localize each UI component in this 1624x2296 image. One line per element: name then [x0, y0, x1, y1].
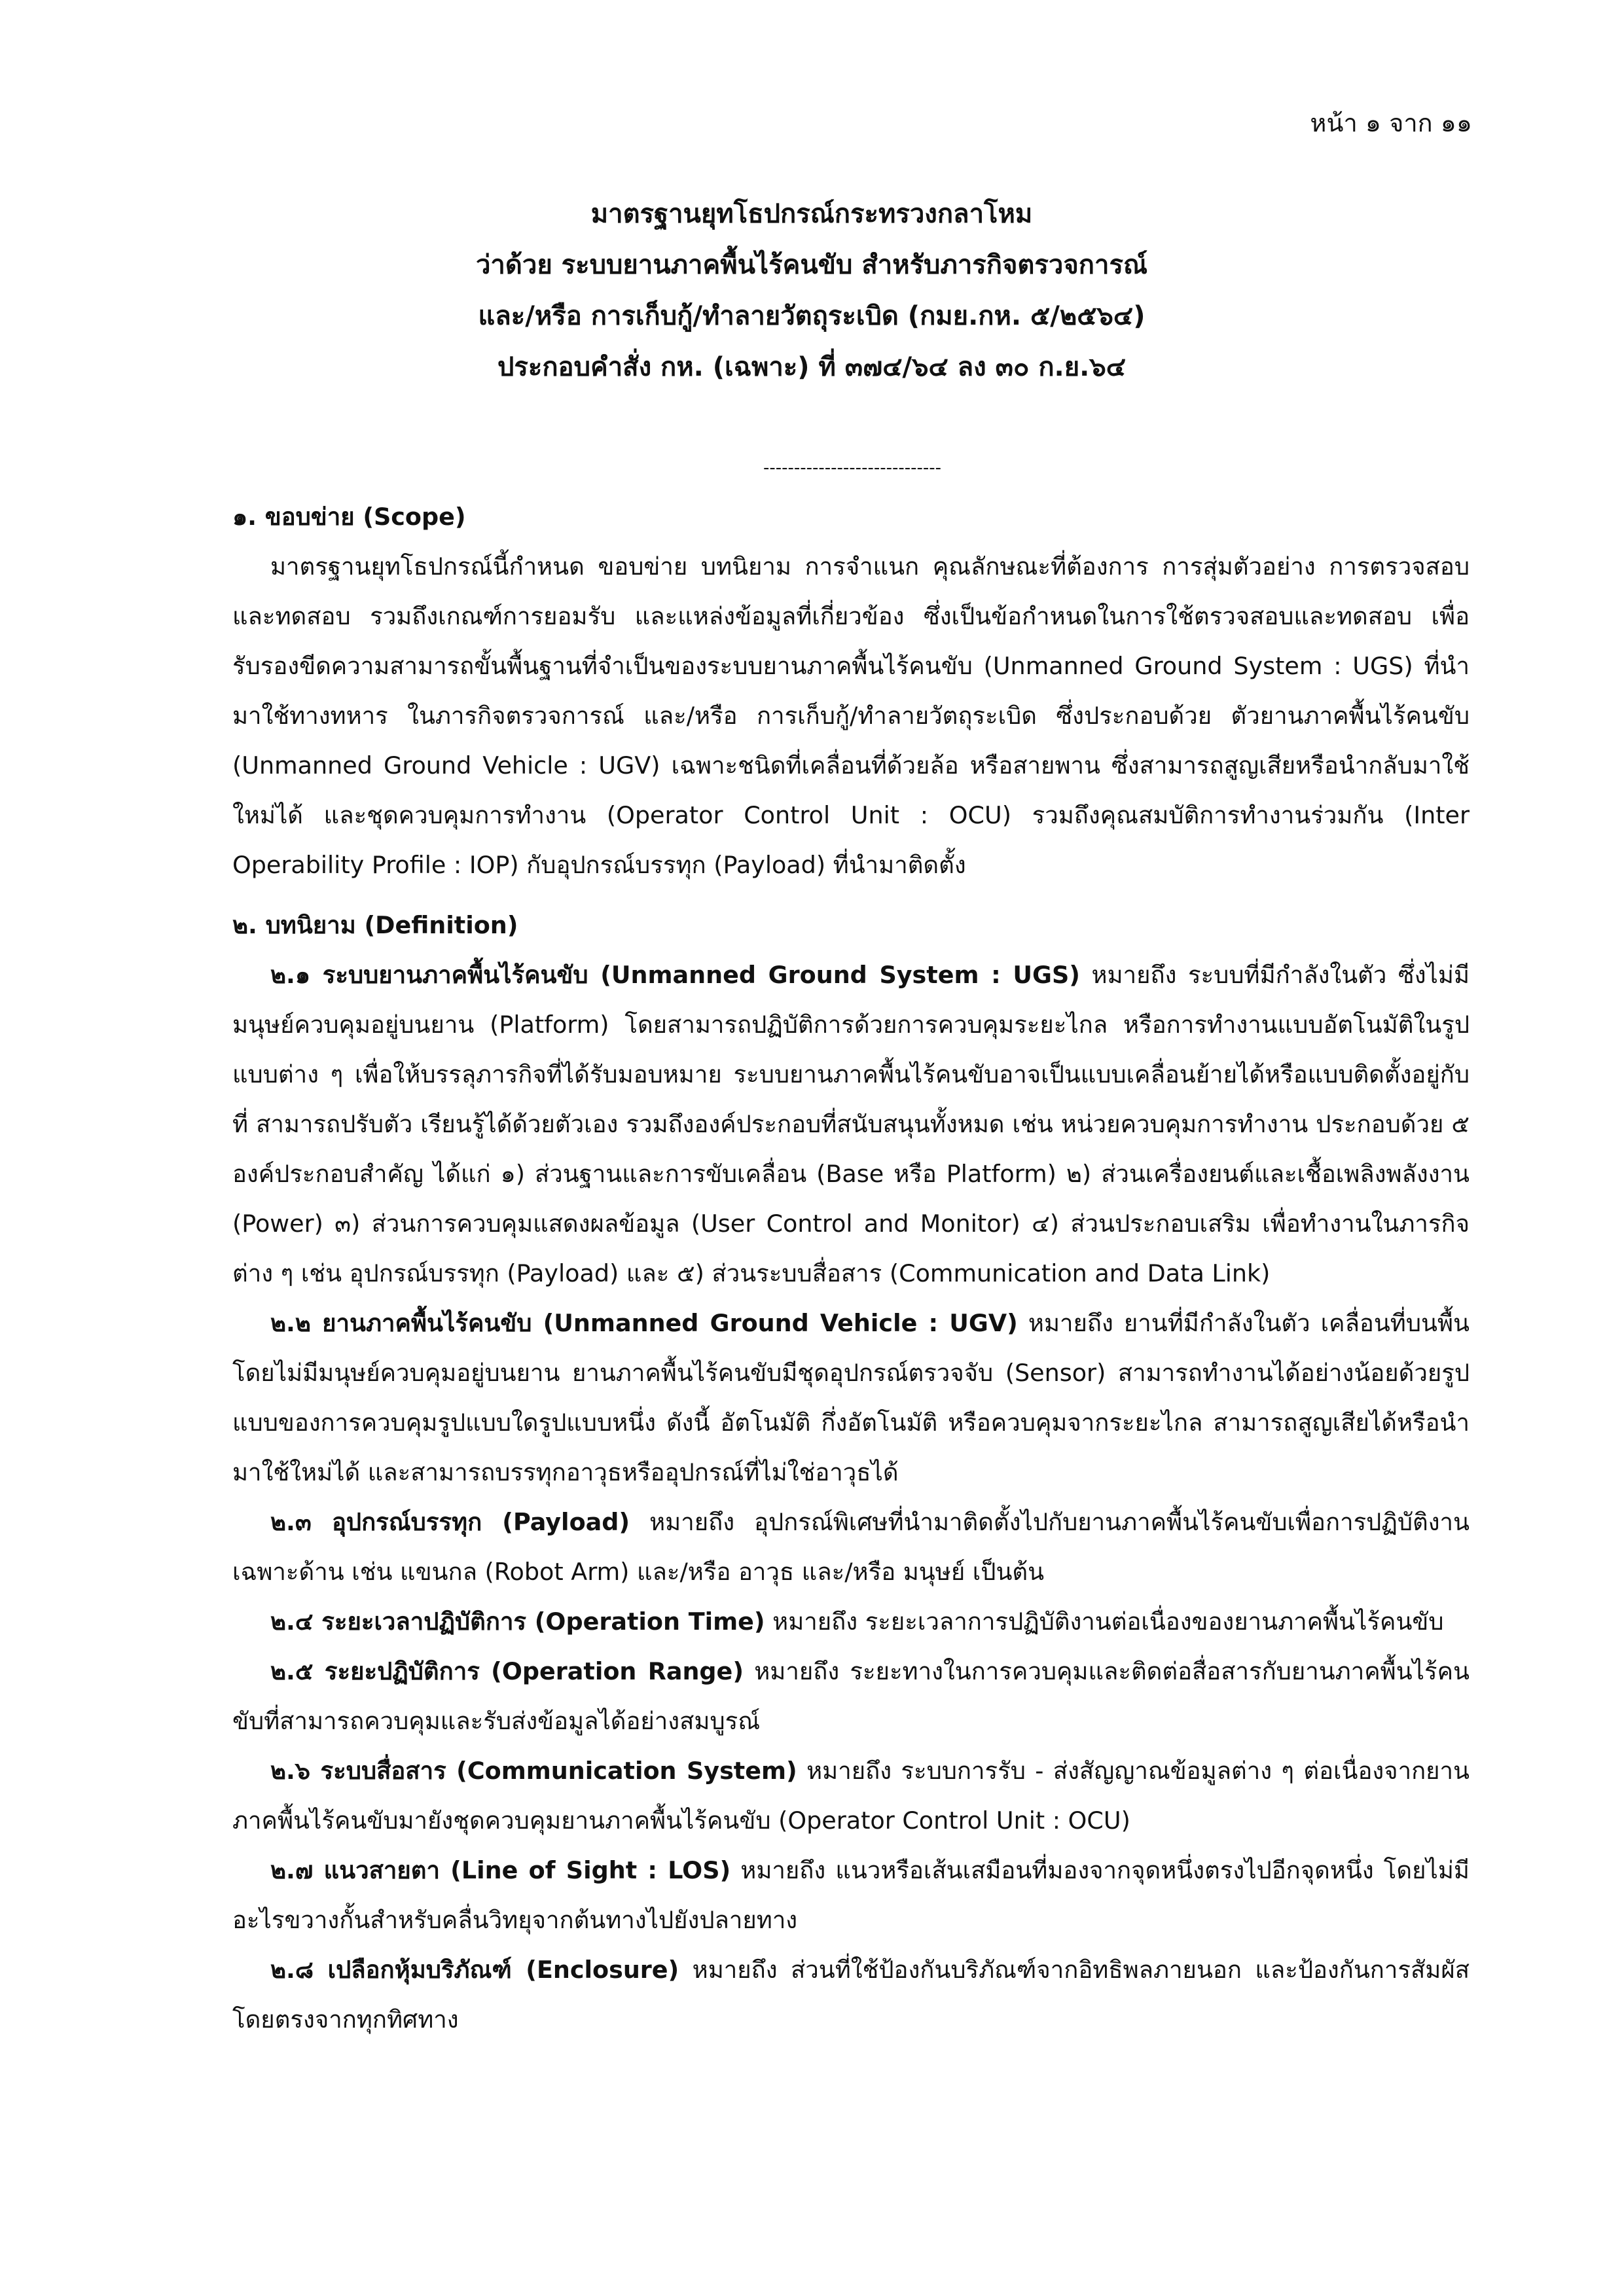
- section-heading-definition: ๒. บทนิยาม (Definition): [232, 911, 518, 939]
- definition-term: ๒.๗ แนวสายตา (Line of Sight : LOS): [270, 1856, 731, 1884]
- definition-text: หมายถึง ส่วนที่ใช้ป้องกันบริภัณฑ์จากอิทธิพลภายนอก และป้องกันการสัมผัสโดยตรงจากทุกทิศทาง: [232, 1956, 1470, 2034]
- definition-item: [232, 1299, 1470, 1498]
- title-line: มาตรฐานยุทโธปกรณ์กระทรวงกลาโหม: [590, 199, 1033, 229]
- definition-term: ๒.๑ ระบบยานภาคพื้นไร้คนขับ (Unmanned Ground System : UGS): [270, 961, 1080, 989]
- definition-item: [232, 1597, 1470, 1647]
- definition-term: ๒.๕ ระยะปฏิบัติการ (Operation Range): [270, 1657, 744, 1685]
- definition-text: หมายถึง ระบบที่มีกำลังในตัว ซึ่งไม่มีมนุษย์ควบคุมอยู่บนยาน (Platform) โดยสามารถปฏิบัติการด้วยการควบคุมระยะไกล หรือการทำงานแบบอัตโนมัติในรูปแบบต่าง ๆ เพื่อให้บรรลุภารกิจที่ได้รับมอบหมาย ระบบยานภาคพื้นไร้คนขับอาจเป็นแบบเคลื่อนย้ายได้หรือแบบติดตั้งอยู่กับที่ สามารถปรับตัว เรียนรู้ได้ด้วยตัวเอง รวมถึงองค์ประกอบที่สนับสนุนทั้งหมด เช่น หน่วยควบคุมการทำงาน ประกอบด้วย ๕ องค์ประกอบสำคัญ ได้แก่ ๑) ส่วนฐานและการขับเคลื่อน (Base หรือ Platform) ๒) ส่วนเครื่องยนต์และเชื้อเพลิงพลังงาน (Power) ๓) ส่วนการควบคุมแสดงผลข้อมูล (User Control and Monitor) ๔) ส่วนประกอบเสริม เพื่อทำงานในภารกิจต่าง ๆ เช่น อุปกรณ์บรรทุก (Payload) และ ๕) ส่วนระบบสื่อสาร (Communication and Data Link): [232, 961, 1470, 1287]
- definition-term: ๒.๔ ระยะเวลาปฏิบัติการ (Operation Time): [270, 1607, 765, 1636]
- definition-item: [232, 1945, 1470, 2045]
- title-line: ประกอบคำสั่ง กห. (เฉพาะ) ที่ ๓๗๔/๖๔ ลง ๓๐ ก.ย.๖๔: [497, 352, 1127, 382]
- definition-term: ๒.๘ เปลือกหุ้มบริภัณฑ์ (Enclosure): [270, 1956, 679, 1984]
- definition-item: [232, 1746, 1470, 1846]
- definition-item: [232, 1647, 1470, 1746]
- definition-item: [232, 950, 1470, 1299]
- title-divider: -----------------------------: [763, 458, 942, 478]
- definition-term: ๒.๖ ระบบสื่อสาร (Communication System): [270, 1757, 797, 1785]
- definition-item: [232, 1498, 1470, 1597]
- scope-paragraph: มาตรฐานยุทโธปกรณ์นี้กำหนด ขอบข่าย บทนิยาม การจำแนก คุณลักษณะที่ต้องการ การสุ่มตัวอย่าง การตรวจสอบและทดสอบ รวมถึงเกณฑ์การยอมรับ และแหล่งข้อมูลที่เกี่ยวข้อง ซึ่งเป็นข้อกำหนดในการใช้ตรวจสอบและทดสอบ เพื่อรับรองขีดความสามารถขั้นพื้นฐานที่จำเป็นของระบบยานภาคพื้นไร้คนขับ (Unmanned Ground System : UGS) ที่นำมาใช้ทางทหาร ในภารกิจตรวจการณ์ และ/หรือ การเก็บกู้/ทำลายวัตถุระเบิด ซึ่งประกอบด้วย ตัวยานภาคพื้นไร้คนขับ (Unmanned Ground Vehicle : UGV) เฉพาะชนิดที่เคลื่อนที่ด้วยล้อ หรือสายพาน ซึ่งสามารถสูญเสียหรือนำกลับมาใช้ใหม่ได้ และชุดควบคุมการทำงาน (Operator Control Unit : OCU) รวมถึงคุณสมบัติการทำงานร่วมกัน (Inter Operability Profile : IOP) กับอุปกรณ์บรรทุก (Payload) ที่นำมาติดตั้ง: [232, 552, 1470, 879]
- document-title: [196, 188, 1427, 393]
- definition-text: หมายถึง ระยะเวลาการปฏิบัติงานต่อเนื่องของยานภาคพื้นไร้คนขับ: [765, 1607, 1444, 1636]
- definition-term: ๒.๓ อุปกรณ์บรรทุก (Payload): [270, 1508, 630, 1536]
- page-number: หน้า ๑ จาก ๑๑: [1310, 109, 1472, 137]
- document-body: [232, 492, 1470, 2045]
- definition-item: [232, 1846, 1470, 1945]
- definition-text: หมายถึง ระบบการรับ - ส่งสัญญาณข้อมูลต่าง ๆ ต่อเนื่องจากยานภาคพื้นไร้คนขับมายังชุดควบคุมยานภาคพื้นไร้คนขับ (Operator Control Unit : OCU): [232, 1757, 1470, 1835]
- title-line: ว่าด้วย ระบบยานภาคพื้นไร้คนขับ สำหรับภารกิจตรวจการณ์: [475, 250, 1148, 280]
- title-line: และ/หรือ การเก็บกู้/ทำลายวัตถุระเบิด (กมย.กห. ๕/๒๕๖๔): [478, 301, 1146, 331]
- definition-text: หมายถึง แนวหรือเส้นเสมือนที่มองจากจุดหนึ่งตรงไปอีกจุดหนึ่ง โดยไม่มีอะไรขวางกั้นสำหรับคลื่นวิทยุจากต้นทางไปยังปลายทาง: [232, 1856, 1470, 1934]
- definition-term: ๒.๒ ยานภาคพื้นไร้คนขับ (Unmanned Ground Vehicle : UGV): [270, 1309, 1018, 1337]
- definition-text: หมายถึง ระยะทางในการควบคุมและติดต่อสื่อสารกับยานภาคพื้นไร้คนขับที่สามารถควบคุมและรับส่งข้อมูลได้อย่างสมบูรณ์: [232, 1657, 1470, 1735]
- section-heading-scope: ๑. ขอบข่าย (Scope): [232, 503, 466, 531]
- definition-text: หมายถึง อุปกรณ์พิเศษที่นำมาติดตั้งไปกับยานภาคพื้นไร้คนขับเพื่อการปฏิบัติงานเฉพาะด้าน เช่น แขนกล (Robot Arm) และ/หรือ อาวุธ และ/หรือ มนุษย์ เป็นต้น: [232, 1508, 1470, 1586]
- definition-text: หมายถึง ยานที่มีกำลังในตัว เคลื่อนที่บนพื้น โดยไม่มีมนุษย์ควบคุมอยู่บนยาน ยานภาคพื้นไร้คนขับมีชุดอุปกรณ์ตรวจจับ (Sensor) สามารถทำงานได้อย่างน้อยด้วยรูปแบบของการควบคุมรูปแบบใดรูปแบบหนึ่ง ดังนี้ อัตโนมัติ กึ่งอัตโนมัติ หรือควบคุมจากระยะไกล สามารถสูญเสียได้หรือนำมาใช้ใหม่ได้ และสามารถบรรทุกอาวุธหรืออุปกรณ์ที่ไม่ใช่อาวุธได้: [232, 1309, 1470, 1486]
